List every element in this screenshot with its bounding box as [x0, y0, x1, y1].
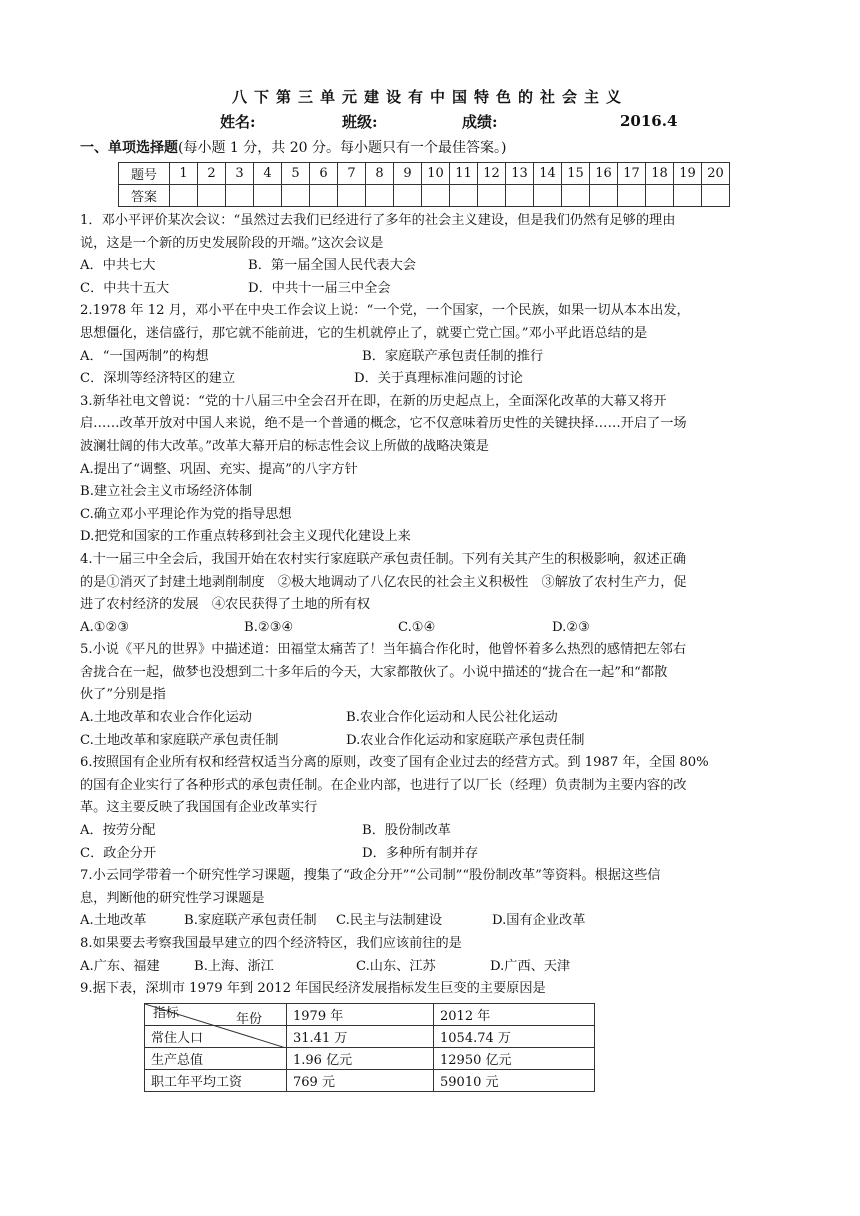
options-row	[80, 843, 780, 866]
question-number: 5	[282, 163, 310, 185]
option-d[interactable]: D．中共十一届三中全会	[248, 280, 391, 296]
option-c[interactable]: C.土地改革和家庭联产承包责任制	[80, 732, 279, 748]
options-row	[80, 820, 780, 843]
table-corner-cell	[145, 1003, 287, 1025]
question-number: 13	[506, 163, 534, 185]
question-number: 7	[338, 163, 366, 185]
answer-cell[interactable]	[394, 185, 422, 207]
option-b[interactable]: B.建立社会主义市场经济体制	[80, 484, 253, 500]
row-label: 生产总值	[145, 1047, 287, 1069]
question-text: 3.新华社电文曾说：“党的十八届三中全会召开在即，在新的历史起点上，全面深化改革的大幕又将开	[80, 393, 667, 409]
shenzhen-data-table	[144, 1003, 595, 1092]
option-d[interactable]: D.国有企业改革	[492, 913, 586, 929]
row-label: 常住人口	[145, 1025, 287, 1047]
question-number: 6	[310, 163, 338, 185]
corner-top-label: 年份	[235, 1011, 262, 1027]
answer-cell[interactable]	[562, 185, 590, 207]
options-row	[80, 255, 780, 278]
question-text: 思想僵化，迷信盛行，那它就不能前进，它的生机就停止了，就要亡党亡国。”邓小平此语总结的是	[80, 325, 648, 341]
question-text: 7.小云同学带着一个研究性学习课题，搜集了“政企分开”“公司制”“股份制改革”等资料。根据这些信	[80, 868, 661, 884]
question-number: 16	[590, 163, 618, 185]
section-title: 一、单项选择题	[80, 140, 178, 156]
question-text: 息，判断他的研究性学习课题是	[80, 890, 265, 906]
option-a[interactable]: A.①②③	[80, 619, 130, 635]
options-row	[80, 730, 780, 753]
question-1	[80, 210, 780, 300]
question-text: 启……改革开放对中国人来说，绝不是一个普通的概念，它不仅意味着历史性的关键抉择……开启了一场	[80, 416, 687, 432]
answer-cell[interactable]	[338, 185, 366, 207]
answer-table	[118, 162, 730, 207]
column-header: 2012 年	[434, 1003, 595, 1025]
question-text: 6.按照国有企业所有权和经营权适当分离的原则，改变了国有企业过去的经营方式。到 1987 年，全国 80%	[80, 755, 709, 771]
option-d[interactable]: D.农业合作化运动和家庭联产承包责任制	[346, 732, 585, 748]
question-5	[80, 639, 780, 752]
question-number: 3	[226, 163, 254, 185]
question-number: 19	[674, 163, 702, 185]
option-a[interactable]: A.土地改革	[80, 913, 147, 929]
answer-cell[interactable]	[478, 185, 506, 207]
option-d[interactable]: D.把党和国家的工作重点转移到社会主义现代化建设上来	[80, 529, 411, 545]
option-d[interactable]: D.广西、天津	[490, 958, 571, 974]
question-number: 9	[394, 163, 422, 185]
answer-cell[interactable]	[422, 185, 450, 207]
name-label: 姓名:	[220, 112, 256, 131]
options-row	[80, 368, 780, 391]
question-number: 20	[702, 163, 730, 185]
option-c[interactable]: C．深圳等经济特区的建立	[80, 371, 236, 387]
question-number: 15	[562, 163, 590, 185]
option-a[interactable]: A.土地改革和农业合作化运动	[80, 710, 252, 726]
answer-cell[interactable]	[534, 185, 562, 207]
answer-cell[interactable]	[254, 185, 282, 207]
answer-cell[interactable]	[366, 185, 394, 207]
question-text: 波澜壮阔的伟大改革。”改革大幕开启的标志性会议上所做的战略决策是	[80, 438, 489, 454]
option-b[interactable]: B.家庭联产承包责任制	[184, 913, 317, 929]
page-title: 八下第三单元建设有中国特色的社会主义	[231, 88, 628, 106]
option-a[interactable]: A．“一国两制”的构想	[80, 348, 209, 364]
options-row	[80, 278, 780, 301]
question-number: 18	[646, 163, 674, 185]
table-cell: 59010 元	[434, 1069, 595, 1091]
answer-cell[interactable]	[226, 185, 254, 207]
options-row	[80, 346, 780, 369]
answer-cell[interactable]	[506, 185, 534, 207]
answer-cell[interactable]	[282, 185, 310, 207]
option-c[interactable]: C.①④	[398, 619, 436, 635]
answer-cell[interactable]	[702, 185, 730, 207]
question-text: 的国有企业实行了各种形式的承包责任制。在企业内部，也进行了以厂长（经理）负责制为主要内容的改	[80, 777, 687, 793]
question-8	[80, 933, 780, 978]
option-d[interactable]: D.②③	[552, 619, 590, 635]
option-d[interactable]: D．多种所有制并存	[362, 845, 479, 861]
question-number: 4	[254, 163, 282, 185]
option-c[interactable]: C．政企分开	[80, 845, 157, 861]
column-header: 1979 年	[287, 1003, 434, 1025]
question-number: 10	[422, 163, 450, 185]
option-c[interactable]: C.民主与法制建设	[336, 913, 443, 929]
corner-bottom-label: 指标	[153, 1005, 180, 1021]
table-cell: 1.96 亿元	[287, 1047, 434, 1069]
options-row	[80, 707, 780, 730]
section-note: (每小题 1 分，共 20 分。每小题只有一个最佳答案。)	[178, 140, 507, 156]
answer-table-row	[119, 185, 730, 207]
question-text: 5.小说《平凡的世界》中描述道：田福堂太痛苦了！当年搞合作化时，他曾怀着多么热烈的感情把左邻右	[80, 642, 687, 658]
answer-table-row	[119, 163, 730, 185]
answer-cell[interactable]	[198, 185, 226, 207]
question-number: 14	[534, 163, 562, 185]
question-9	[80, 978, 780, 1092]
exam-date: 2016.4	[620, 112, 678, 130]
question-number: 17	[618, 163, 646, 185]
question-number: 2	[198, 163, 226, 185]
answer-header: 答案	[119, 185, 170, 207]
question-7	[80, 865, 780, 933]
table-cell: 12950 亿元	[434, 1047, 595, 1069]
question-text: 8.如果要去考察我国最早建立的四个经济特区，我们应该前往的是	[80, 936, 462, 951]
question-text: 4.十一届三中全会后，我国开始在农村实行家庭联产承包责任制。下列有关其产生的积极影响，叙述正确	[80, 551, 687, 567]
options-row	[80, 617, 780, 640]
option-b[interactable]: B．股份制改革	[362, 823, 451, 839]
question-number: 11	[450, 163, 478, 185]
student-info-line	[80, 109, 780, 133]
option-a[interactable]: A．按劳分配	[80, 823, 156, 839]
question-4	[80, 549, 780, 639]
question-text: 的是①消灭了封建土地剥削制度 ②极大地调动了八亿农民的社会主义积极性 ③解放了农村生产力，促	[80, 574, 687, 590]
option-c[interactable]: C．中共十五大	[80, 280, 170, 296]
table-header-row	[145, 1003, 595, 1025]
question-2	[80, 300, 780, 390]
question-text: 进了农村经济的发展 ④农民获得了土地的所有权	[80, 597, 371, 613]
table-row	[145, 1069, 595, 1091]
answer-cell[interactable]	[590, 185, 618, 207]
option-c[interactable]: C.确立邓小平理论作为党的指导思想	[80, 506, 292, 522]
row-label: 职工年平均工资	[145, 1069, 287, 1091]
answer-cell[interactable]	[674, 185, 702, 207]
table-cell: 1054.74 万	[434, 1025, 595, 1047]
options-row	[80, 910, 780, 933]
option-a[interactable]: A.提出了“调整、巩固、充实、提高”的八字方针	[80, 461, 358, 477]
option-d[interactable]: D．关于真理标准问题的讨论	[354, 371, 523, 387]
option-a[interactable]: A.广东、福建	[80, 958, 160, 974]
option-a[interactable]: A．中共七大	[80, 258, 156, 274]
question-3	[80, 391, 780, 549]
question-text: 2.1978 年 12 月，邓小平在中央工作会议上说：“一个党，一个国家，一个民族，如果一切从本本出发，	[80, 303, 690, 319]
score-label: 成绩:	[462, 112, 498, 131]
question-number: 1	[170, 163, 198, 185]
question-6	[80, 752, 780, 865]
class-label: 班级:	[342, 112, 378, 131]
options-row	[80, 956, 780, 979]
answer-cell[interactable]	[170, 185, 198, 207]
option-c[interactable]: C.山东、江苏	[356, 958, 436, 974]
question-text: 1．邓小平评价某次会议：“虽然过去我们已经进行了多年的社会主义建设，但是我们仍然有足够的理由	[80, 213, 676, 228]
option-b[interactable]: B．家庭联产承包责任制的推行	[362, 348, 544, 364]
question-text: 伙了”分别是指	[80, 687, 166, 703]
question-number: 12	[478, 163, 506, 185]
section-heading	[80, 137, 780, 157]
answer-cell[interactable]	[310, 185, 338, 207]
exam-page	[80, 86, 780, 1092]
option-b[interactable]: B．第一届全国人民代表大会	[248, 258, 416, 274]
answer-cell[interactable]	[618, 185, 646, 207]
table-cell: 769 元	[287, 1069, 434, 1091]
question-text: 说，这是一个新的历史发展阶段的开端。”这次会议是	[80, 235, 384, 251]
question-text: 舍拢合在一起，做梦也没想到二十多年后的今天，大家都散伙了。小说中描述的“拢合在一起”和“都散	[80, 664, 668, 680]
table-row	[145, 1047, 595, 1069]
question-number: 8	[366, 163, 394, 185]
option-b[interactable]: B.②③④	[244, 619, 294, 635]
table-cell: 31.41 万	[287, 1025, 434, 1047]
option-b[interactable]: B.农业合作化运动和人民公社化运动	[346, 710, 558, 726]
question-text: 革。这主要反映了我国国有企业改革实行	[80, 800, 318, 816]
option-b[interactable]: B.上海、浙江	[194, 958, 274, 974]
question-text: 9.据下表，深圳市 1979 年到 2012 年国民经济发展指标发生巨变的主要原因是	[80, 981, 546, 997]
answer-cell[interactable]	[450, 185, 478, 207]
question-number-header: 题号	[119, 163, 170, 185]
answer-cell[interactable]	[646, 185, 674, 207]
